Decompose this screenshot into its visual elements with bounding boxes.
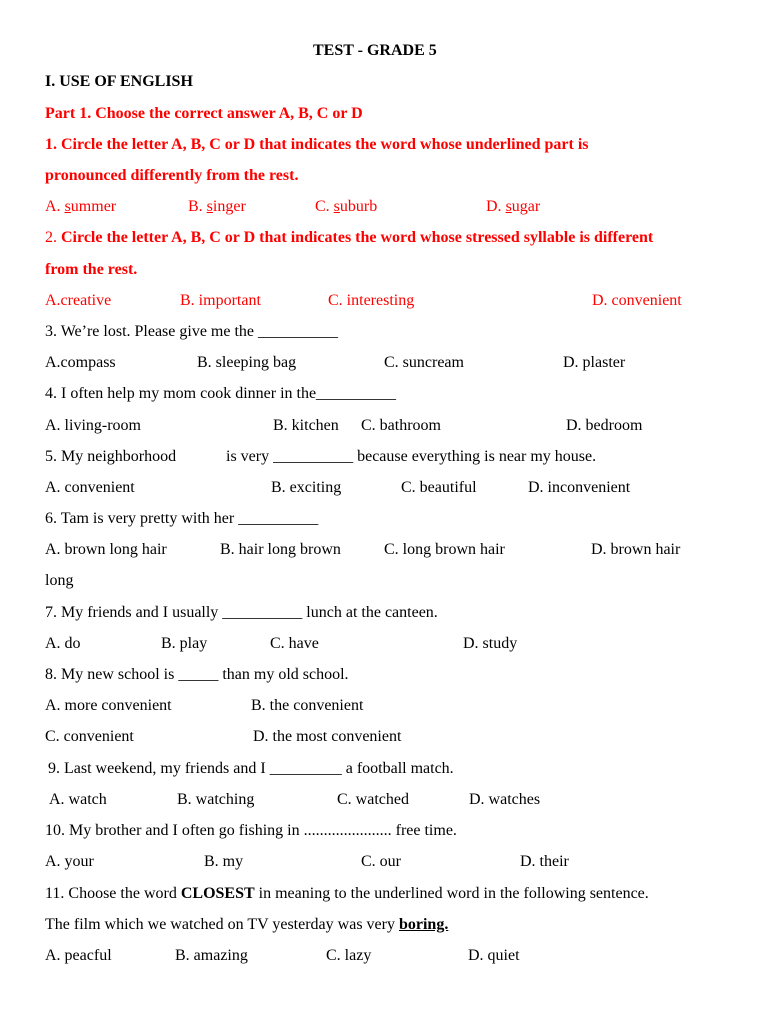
q3-stem: 3. We’re lost. Please give me the __________: [45, 323, 339, 340]
q10-option-a[interactable]: A. your: [45, 853, 94, 870]
q9-option-a[interactable]: A. watch: [49, 791, 107, 808]
q6-option-d-wrap: long: [45, 572, 74, 589]
q10-option-c[interactable]: C. our: [361, 853, 401, 870]
q2-line1: [45, 228, 653, 248]
q8-option-c[interactable]: C. convenient: [45, 728, 134, 745]
q1-line1: 1. Circle the letter A, B, C or D that indicates the word whose underlined part is: [45, 136, 589, 153]
underlined-letter: s: [206, 198, 213, 215]
q6-stem: 6. Tam is very pretty with her __________: [45, 510, 319, 527]
q11-option-b[interactable]: B. amazing: [175, 947, 248, 964]
option-rest: ummer: [70, 198, 117, 215]
q5-option-b[interactable]: B. exciting: [271, 479, 342, 496]
q5-stem-a: 5. My neighborhood: [45, 448, 177, 465]
q8-stem: 8. My new school is _____ than my old school.: [45, 666, 349, 683]
q9-option-d[interactable]: D. watches: [469, 791, 541, 808]
section-heading: I. USE OF ENGLISH: [45, 73, 193, 90]
q2-line2: from the rest.: [45, 261, 138, 278]
q7-option-c[interactable]: C. have: [270, 635, 319, 652]
underlined-letter: s: [333, 198, 340, 215]
q8-option-b[interactable]: B. the convenient: [251, 697, 364, 714]
q5-option-a[interactable]: A. convenient: [45, 479, 135, 496]
q11-option-d[interactable]: D. quiet: [468, 947, 520, 964]
q4-option-d[interactable]: D. bedroom: [566, 417, 643, 434]
q2-option-a[interactable]: A.creative: [45, 292, 112, 309]
q1-line2: pronounced differently from the rest.: [45, 167, 299, 184]
q3-option-a[interactable]: A.compass: [45, 354, 116, 371]
q11-stem: [45, 884, 649, 904]
q4-stem: 4. I often help my mom cook dinner in the__________: [45, 385, 397, 402]
q4-option-b[interactable]: B. kitchen: [273, 417, 339, 434]
q2-instruction: Circle the letter A, B, C or D that indicates the word whose stressed syllable is different: [61, 229, 654, 246]
q5-option-d[interactable]: D. inconvenient: [528, 479, 631, 496]
underlined-letter: s: [505, 198, 512, 215]
q1-option-b[interactable]: [188, 197, 246, 217]
option-rest: uburb: [339, 198, 378, 215]
q11-keyword: CLOSEST: [180, 885, 255, 902]
q7-stem: 7. My friends and I usually __________ lunch at the canteen.: [45, 604, 438, 621]
q10-option-d[interactable]: D. their: [520, 853, 569, 870]
q9-option-c[interactable]: C. watched: [337, 791, 409, 808]
q2-number: 2.: [45, 229, 61, 246]
part-heading: Part 1. Choose the correct answer A, B, C or D: [45, 105, 363, 122]
q4-option-c[interactable]: C. bathroom: [361, 417, 441, 434]
q8-option-d[interactable]: D. the most convenient: [253, 728, 402, 745]
q1-option-d[interactable]: [486, 197, 540, 217]
option-letter: D.: [486, 198, 506, 215]
option-letter: C.: [315, 198, 334, 215]
page-title: TEST - GRADE 5: [313, 42, 437, 59]
q3-option-b[interactable]: B. sleeping bag: [197, 354, 297, 371]
q7-option-a[interactable]: A. do: [45, 635, 81, 652]
q11-option-c[interactable]: C. lazy: [326, 947, 372, 964]
option-rest: inger: [212, 198, 246, 215]
q6-option-d[interactable]: D. brown hair: [591, 541, 681, 558]
q2-option-c[interactable]: C. interesting: [328, 292, 415, 309]
q2-option-d[interactable]: D. convenient: [592, 292, 682, 309]
option-letter: B.: [188, 198, 207, 215]
q7-option-b[interactable]: B. play: [161, 635, 208, 652]
option-letter: A.: [45, 198, 65, 215]
q9-stem: 9. Last weekend, my friends and I _________ a football match.: [48, 760, 454, 777]
q4-option-a[interactable]: A. living-room: [45, 417, 141, 434]
q10-stem: 10. My brother and I often go fishing in ...................... free time.: [45, 822, 457, 839]
q9-option-b[interactable]: B. watching: [177, 791, 255, 808]
q1-option-c[interactable]: [315, 197, 377, 217]
q11-option-a[interactable]: A. peacful: [45, 947, 112, 964]
q6-option-b[interactable]: B. hair long brown: [220, 541, 341, 558]
option-rest: ugar: [511, 198, 541, 215]
q11-sentence-text: The film which we watched on TV yesterday was very: [45, 916, 399, 933]
q11-target-word: boring.: [398, 916, 449, 933]
q2-option-b[interactable]: B. important: [180, 292, 261, 309]
q3-option-d[interactable]: D. plaster: [563, 354, 626, 371]
q11-stem-post: in meaning to the underlined word in the following sentence.: [254, 885, 649, 902]
q11-sentence: [45, 915, 448, 935]
q7-option-d[interactable]: D. study: [463, 635, 518, 652]
underlined-letter: s: [64, 198, 71, 215]
q1-option-a[interactable]: [45, 197, 116, 217]
q5-option-c[interactable]: C. beautiful: [401, 479, 477, 496]
q6-option-a[interactable]: A. brown long hair: [45, 541, 167, 558]
q6-option-c[interactable]: C. long brown hair: [384, 541, 505, 558]
q10-option-b[interactable]: B. my: [204, 853, 244, 870]
q11-stem-pre: 11. Choose the word: [45, 885, 181, 902]
q8-option-a[interactable]: A. more convenient: [45, 697, 172, 714]
q3-option-c[interactable]: C. suncream: [384, 354, 464, 371]
q5-stem-b: is very __________ because everything is near my house.: [226, 448, 597, 465]
